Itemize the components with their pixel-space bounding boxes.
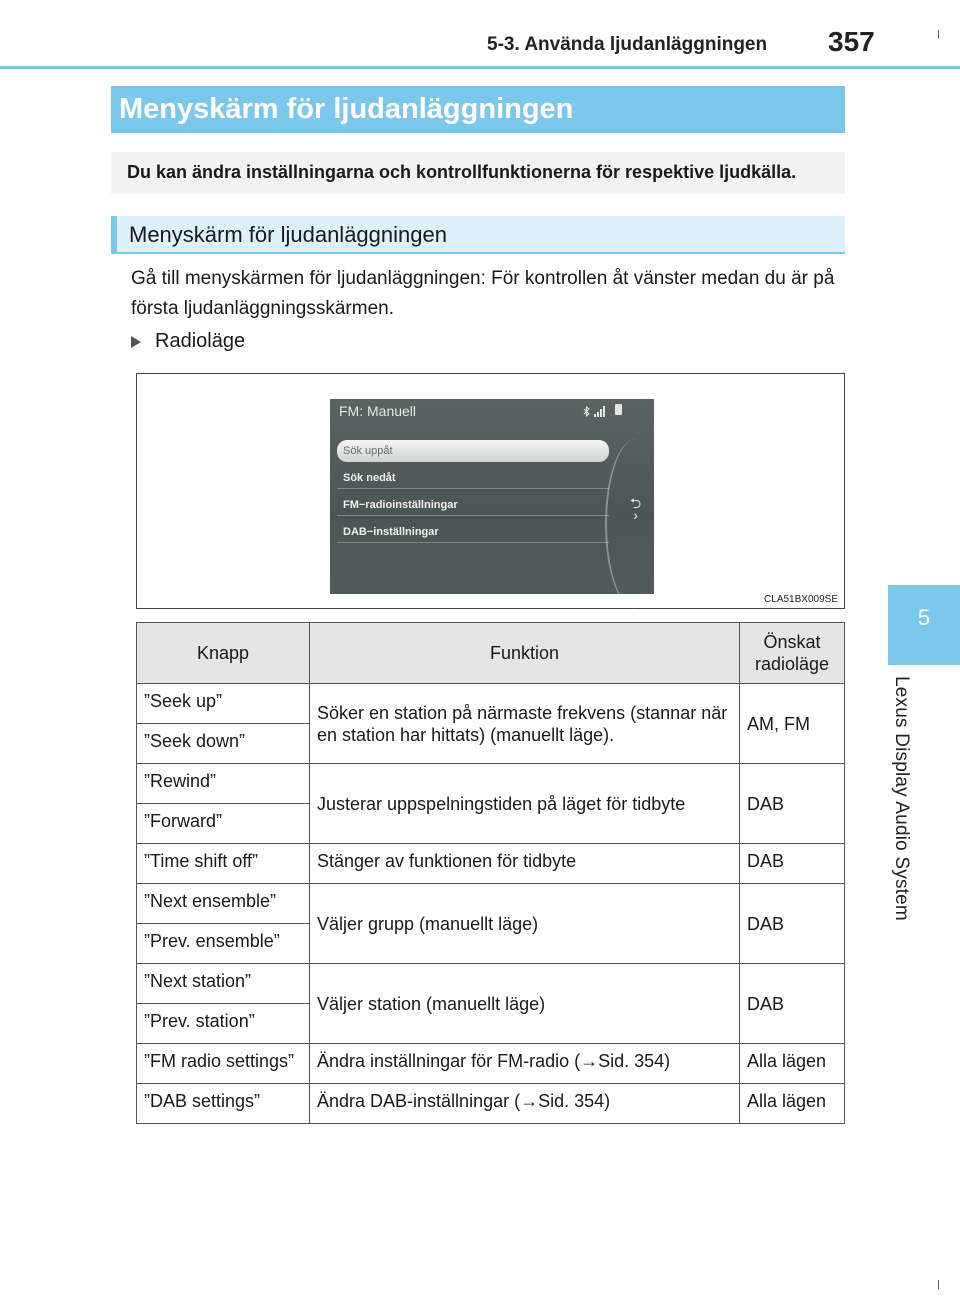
- cell-mode: AM, FM: [740, 684, 845, 764]
- battery-icon: [615, 404, 622, 415]
- cell-button: ”Time shift off”: [137, 844, 310, 884]
- back-arrow-icon[interactable]: ⮌ ›: [630, 495, 642, 523]
- intro-box: Du kan ändra inställningarna och kontrollfunktionerna för respektive ljudkälla.: [111, 152, 845, 194]
- function-table: [136, 622, 845, 1124]
- section-header: 5-3. Använda ljudanläggningen: [487, 34, 768, 55]
- col-header-mode: Önskat radioläge: [740, 623, 845, 684]
- table-row: [137, 844, 845, 884]
- cell-button: ”Prev. station”: [137, 1004, 310, 1044]
- cell-button: ”Prev. ensemble”: [137, 924, 310, 964]
- chapter-title: Lexus Display Audio System: [891, 676, 912, 921]
- crop-mark-top: [938, 30, 939, 39]
- cell-mode: DAB: [740, 764, 845, 844]
- cell-function: Söker en station på närmaste frekvens (stannar när en station har hittats) (manuellt läge).: [310, 684, 740, 764]
- cell-button: ”Seek down”: [137, 724, 310, 764]
- bullet-item: [131, 330, 245, 353]
- crop-mark-bottom: [938, 1280, 939, 1289]
- display-screenshot: [330, 399, 654, 594]
- col-header-function: Funktion: [310, 623, 740, 684]
- signal-icon: [594, 406, 606, 417]
- chapter-tab: 5: [888, 585, 960, 665]
- cell-mode: DAB: [740, 884, 845, 964]
- body-paragraph: Gå till menyskärmen för ljudanläggningen: För kontrollen åt vänster medan du är på första ljudanläggningsskärmen.: [131, 268, 835, 319]
- table-row: [137, 884, 845, 924]
- cell-mode: DAB: [740, 964, 845, 1044]
- cell-function: Ändra inställningar för FM-radio (→Sid. 354): [310, 1044, 740, 1084]
- cell-mode: Alla lägen: [740, 1084, 845, 1124]
- cell-button: ”Next ensemble”: [137, 884, 310, 924]
- cell-function: Stänger av funktionen för tidbyte: [310, 844, 740, 884]
- menu-item-seek-down[interactable]: Sök nedåt: [337, 467, 609, 489]
- bullet-label: Radioläge: [155, 330, 246, 352]
- bluetooth-icon: [583, 406, 590, 417]
- table-row: [137, 964, 845, 1004]
- cell-button: ”Seek up”: [137, 684, 310, 724]
- screen-title: FM: Manuell: [339, 403, 417, 419]
- cell-button: ”Forward”: [137, 804, 310, 844]
- cell-function: Väljer grupp (manuellt läge): [310, 884, 740, 964]
- screen-figure: [136, 373, 845, 609]
- page-number: 357: [828, 26, 875, 57]
- page-title: Menyskärm för ljudanläggningen: [111, 86, 845, 133]
- table-row: [137, 684, 845, 724]
- cell-function: Väljer station (manuellt läge): [310, 964, 740, 1044]
- cell-mode: Alla lägen: [740, 1044, 845, 1084]
- bullet-triangle-icon: [131, 336, 141, 348]
- cell-function: Ändra DAB-inställningar (→Sid. 354): [310, 1084, 740, 1124]
- cell-button: ”Rewind”: [137, 764, 310, 804]
- table-header-row: [137, 623, 845, 684]
- scroll-arc: [605, 439, 667, 609]
- subsection-title: Menyskärm för ljudanläggningen: [111, 216, 845, 254]
- figure-code: CLA51BX009SE: [764, 594, 838, 605]
- cell-button: ”Next station”: [137, 964, 310, 1004]
- menu-item-fm-settings[interactable]: FM−radioinställningar: [337, 494, 609, 516]
- col-header-button: Knapp: [137, 623, 310, 684]
- cell-function: Justerar uppspelningstiden på läget för tidbyte: [310, 764, 740, 844]
- table-row: [137, 1044, 845, 1084]
- cell-button: ”DAB settings”: [137, 1084, 310, 1124]
- table-row: [137, 764, 845, 804]
- header-rule: [0, 66, 960, 69]
- table-row: [137, 1084, 845, 1124]
- cell-mode: DAB: [740, 844, 845, 884]
- cell-button: ”FM radio settings”: [137, 1044, 310, 1084]
- menu-item-dab-settings[interactable]: DAB−inställningar: [337, 521, 609, 543]
- menu-item-seek-up[interactable]: Sök uppåt: [337, 440, 609, 462]
